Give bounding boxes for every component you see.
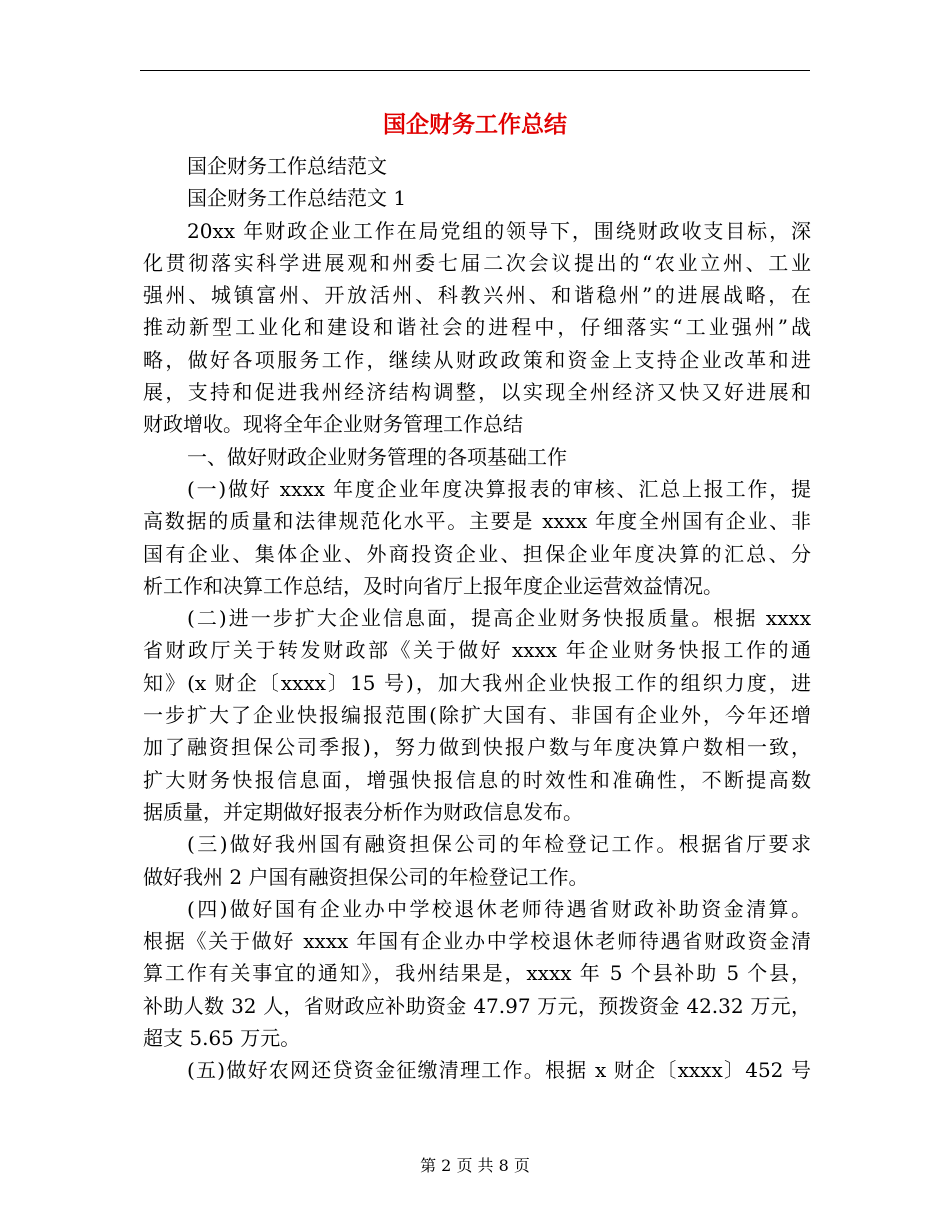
- text-line: 扩大财务快报信息面，增强快报信息的时效性和准确性，不断提高数: [143, 767, 811, 792]
- text-line: 国企财务工作总结范文 1: [187, 186, 407, 211]
- text-line: 省财政厅关于转发财政部《关于做好 xxxx 年企业财务快报工作的通: [143, 638, 811, 663]
- text-line: 算工作有关事宜的通知》，我州结果是，xxxx 年 5 个县补助 5 个县，: [143, 961, 811, 986]
- text-line: 加了融资担保公司季报)，努力做到快报户数与年度决算户数相一致，: [143, 735, 811, 760]
- text-line: 化贯彻落实科学进展观和州委七届二次会议提出的“农业立州、工业: [143, 250, 811, 275]
- text-line: 根据《关于做好 xxxx 年国有企业办中学校退休老师待遇省财政资金清: [143, 929, 811, 954]
- text-line: 推动新型工业化和建设和谐社会的进程中，仔细落实“工业强州”战: [143, 315, 811, 340]
- text-line: 展，支持和促进我州经济结构调整，以实现全州经济又快又好进展和: [143, 380, 811, 405]
- text-line: 一、做好财政企业财务管理的各项基础工作: [187, 444, 567, 469]
- text-line: 知》(x 财企〔xxxx〕15 号)，加大我州企业快报工作的组织力度，进: [143, 670, 811, 695]
- text-line: (三)做好我州国有融资担保公司的年检登记工作。根据省厅要求: [187, 832, 811, 857]
- text-line: 补助人数 32 人，省财政应补助资金 47.97 万元，预拨资金 42.32 万元，: [143, 993, 811, 1018]
- document-body: [143, 150, 811, 1087]
- text-line: 据质量，并定期做好报表分析作为财政信息发布。: [143, 799, 583, 824]
- text-line: (二)进一步扩大企业信息面，提高企业财务快报质量。根据 xxxx: [187, 606, 811, 631]
- text-line: 国有企业、集体企业、外商投资企业、担保企业年度决算的汇总、分: [143, 541, 811, 566]
- text-line: 做好我州 2 户国有融资担保公司的年检登记工作。: [143, 864, 589, 889]
- document-title: 国企财务工作总结: [383, 111, 567, 138]
- text-line: 析工作和决算工作总结，及时向省厅上报年度企业运营效益情况。: [143, 573, 723, 598]
- text-line: (一)做好 xxxx 年度企业年度决算报表的审核、汇总上报工作，提: [187, 476, 811, 501]
- text-line: 略，做好各项服务工作，继续从财政政策和资金上支持企业改革和进: [143, 347, 811, 372]
- text-line: (五)做好农网还贷资金征缴清理工作。根据 x 财企〔xxxx〕452 号: [187, 1058, 811, 1083]
- text-line: 国企财务工作总结范文: [187, 154, 387, 178]
- header-rule: [140, 70, 810, 71]
- page-footer: 第 2 页 共 8 页: [420, 1156, 530, 1175]
- text-line: 财政增收。现将全年企业财务管理工作总结: [143, 412, 523, 437]
- text-line: 20xx 年财政企业工作在局党组的领导下，围绕财政收支目标，深: [187, 218, 811, 243]
- text-line: (四)做好国有企业办中学校退休老师待遇省财政补助资金清算。: [187, 896, 811, 921]
- text-line: 高数据的质量和法律规范化水平。主要是 xxxx 年度全州国有企业、非: [143, 509, 811, 534]
- text-line: 强州、城镇富州、开放活州、科教兴州、和谐稳州”的进展战略，在: [143, 283, 811, 308]
- text-line: 一步扩大了企业快报编报范围(除扩大国有、非国有企业外，今年还增: [143, 703, 811, 728]
- text-line: 超支 5.65 万元。: [143, 1026, 301, 1051]
